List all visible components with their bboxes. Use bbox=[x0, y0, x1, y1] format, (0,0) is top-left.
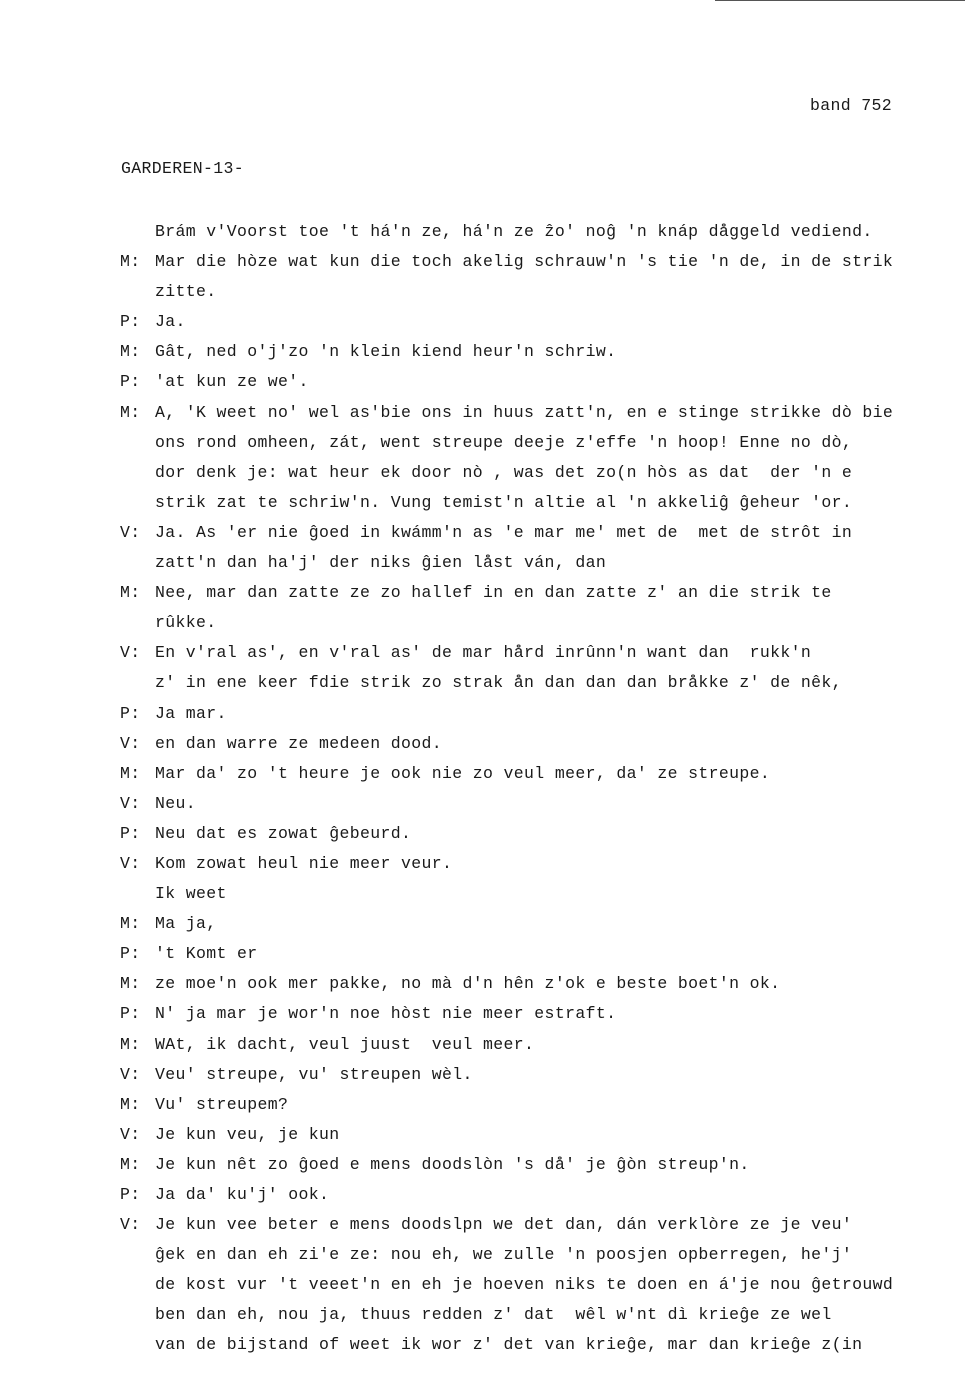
line-text: dor denk je: wat heur ek door nò , was det zo(n hòs as dat der 'n e bbox=[155, 462, 853, 482]
transcript-line bbox=[0, 578, 973, 608]
transcript-line bbox=[0, 1330, 973, 1360]
band-number: band 752 bbox=[810, 96, 893, 115]
line-text: 'at kun ze we'. bbox=[155, 372, 309, 392]
speaker-label: P: bbox=[120, 944, 141, 964]
transcript-body bbox=[0, 217, 973, 1361]
line-text: Ma ja, bbox=[155, 914, 217, 934]
line-text: zitte. bbox=[155, 282, 217, 302]
speaker-label: V: bbox=[120, 793, 141, 813]
transcript-line bbox=[0, 939, 973, 969]
line-text: Mar die hòze wat kun die toch akelig schrauw'n 's tie 'n de, in de strik bbox=[155, 252, 894, 272]
speaker-label: V: bbox=[120, 733, 141, 753]
line-text: 't Komt er bbox=[155, 944, 258, 964]
speaker-label: V: bbox=[120, 1215, 141, 1235]
transcript-line bbox=[0, 699, 973, 729]
transcript-line bbox=[0, 879, 973, 909]
line-text: Ja. bbox=[155, 312, 186, 332]
line-text: ze moe'n ook mer pakke, no mà d'n hên z'ok e beste boet'n ok. bbox=[155, 974, 781, 994]
speaker-label: M: bbox=[120, 342, 141, 362]
transcript-line bbox=[0, 969, 973, 999]
speaker-label: M: bbox=[120, 1034, 141, 1054]
speaker-label: V: bbox=[120, 522, 141, 542]
speaker-label: P: bbox=[120, 312, 141, 332]
transcript-line bbox=[0, 548, 973, 578]
transcript-line bbox=[0, 428, 973, 458]
transcript-line bbox=[0, 337, 973, 367]
line-text: Ja. As 'er nie ĝoed in kwámm'n as 'e mar me' met de met de strôt in bbox=[155, 522, 853, 542]
line-text: z' in ene keer fdie strik zo strak ån dan dan dan bråkke z' de nêk, bbox=[155, 673, 842, 693]
line-text: en dan warre ze medeen dood. bbox=[155, 733, 443, 753]
line-text: rûkke. bbox=[155, 613, 217, 633]
transcript-line bbox=[0, 217, 973, 247]
transcript-line bbox=[0, 789, 973, 819]
line-text: Nee, mar dan zatte ze zo hallef in en dan zatte z' an die strik te bbox=[155, 583, 832, 603]
transcript-line bbox=[0, 307, 973, 337]
speaker-label: V: bbox=[120, 1124, 141, 1144]
transcript-line bbox=[0, 398, 973, 428]
line-text: En v'ral as', en v'ral as' de mar hård inrûnn'n want dan rukk'n bbox=[155, 643, 812, 663]
line-text: Kom zowat heul nie meer veur. bbox=[155, 853, 453, 873]
line-text: Ja da' ku'j' ook. bbox=[155, 1185, 330, 1204]
transcript-line bbox=[0, 819, 973, 849]
transcript-line bbox=[0, 849, 973, 879]
line-text: zatt'n dan ha'j' der niks ĝien låst ván, dan bbox=[155, 553, 607, 573]
transcript-line bbox=[0, 488, 973, 518]
top-rule bbox=[715, 0, 965, 1]
speaker-label: P: bbox=[120, 1185, 141, 1204]
line-text: Mar da' zo 't heure je ook nie zo veul meer, da' ze streupe. bbox=[155, 763, 771, 783]
speaker-label: V: bbox=[120, 1064, 141, 1084]
transcript-line bbox=[0, 367, 973, 397]
line-text: Je kun veu, je kun bbox=[155, 1124, 340, 1144]
line-text: WAt, ik dacht, veul juust veul meer. bbox=[155, 1034, 535, 1054]
transcript-line bbox=[0, 638, 973, 668]
speaker-label: M: bbox=[120, 1094, 141, 1114]
speaker-label: V: bbox=[120, 853, 141, 873]
transcript-line bbox=[0, 458, 973, 488]
speaker-label: M: bbox=[120, 252, 141, 272]
transcript-line bbox=[0, 608, 973, 638]
transcript-line bbox=[0, 1240, 973, 1270]
line-text: Gât, ned o'j'zo 'n klein kiend heur'n schriw. bbox=[155, 342, 617, 362]
line-text: Je kun vee beter e mens doodslpn we det dan, dán verklòre ze je veu' bbox=[155, 1215, 853, 1235]
line-text: Ik weet bbox=[155, 884, 227, 904]
line-text: ĝek en dan eh zi'e ze: nou eh, we zulle 'n poosjen opberregen, he'j' bbox=[155, 1245, 853, 1265]
line-text: Je kun nêt zo ĝoed e mens doodslòn 's då' je ĝòn streup'n. bbox=[155, 1154, 750, 1174]
line-text: Ja mar. bbox=[155, 703, 227, 723]
line-text: de kost vur 't veeet'n en eh je hoeven niks te doen en á'je nou ĝetrouwd bbox=[155, 1275, 894, 1295]
transcript-line bbox=[0, 1300, 973, 1330]
transcript-line bbox=[0, 247, 973, 277]
transcript-line bbox=[0, 909, 973, 939]
line-text: strik zat te schriw'n. Vung temist'n altie al 'n akkeliĝ ĝeheur 'or. bbox=[155, 492, 853, 512]
line-text: van de bijstand of weet ik wor z' det van kriеĝe, mar dan kriеĝe z(in bbox=[155, 1335, 863, 1355]
speaker-label: P: bbox=[120, 372, 141, 392]
transcript-line bbox=[0, 999, 973, 1029]
line-text: ben dan eh, nou ja, thuus redden z' dat wêl w'nt dì kriеĝe ze wel bbox=[155, 1305, 832, 1325]
transcript-line bbox=[0, 277, 973, 307]
line-text: N' ja mar je wor'n noe hòst nie meer estraft. bbox=[155, 1004, 617, 1024]
transcript-line bbox=[0, 1180, 973, 1210]
line-text: Veu' streupe, vu' streupen wèl. bbox=[155, 1064, 473, 1084]
speaker-label: M: bbox=[120, 974, 141, 994]
line-text: Brám v'Voorst toe 't há'n ze, há'n ze ẑo' noĝ 'n knáp dåggeld vediend. bbox=[155, 222, 873, 241]
speaker-label: M: bbox=[120, 583, 141, 603]
document-title: GARDEREN-13- bbox=[121, 159, 245, 178]
speaker-label: V: bbox=[120, 643, 141, 663]
speaker-label: M: bbox=[120, 763, 141, 783]
transcript-line bbox=[0, 729, 973, 759]
transcript-line bbox=[0, 1030, 973, 1060]
transcript-line bbox=[0, 1120, 973, 1150]
line-text: ons rond omheen, zát, went streupe deeje z'effe 'n hoop! Enne no dò, bbox=[155, 432, 853, 452]
transcript-line bbox=[0, 1060, 973, 1090]
speaker-label: P: bbox=[120, 1004, 141, 1024]
transcript-line bbox=[0, 1270, 973, 1300]
line-text: Neu dat es zowat ĝebeurd. bbox=[155, 823, 412, 843]
transcript-line bbox=[0, 518, 973, 548]
transcript-line bbox=[0, 668, 973, 698]
transcript-line bbox=[0, 759, 973, 789]
transcript-line bbox=[0, 1150, 973, 1180]
speaker-label: M: bbox=[120, 914, 141, 934]
speaker-label: M: bbox=[120, 1154, 141, 1174]
transcript-line bbox=[0, 1210, 973, 1240]
line-text: Vu' streupem? bbox=[155, 1094, 289, 1114]
transcript-line bbox=[0, 1090, 973, 1120]
speaker-label: P: bbox=[120, 703, 141, 723]
line-text: A, 'K weet no' wel as'bie ons in huus zatt'n, en e stinge strikke dò bie bbox=[155, 402, 894, 422]
speaker-label: P: bbox=[120, 823, 141, 843]
line-text: Neu. bbox=[155, 793, 197, 813]
speaker-label: M: bbox=[120, 402, 141, 422]
